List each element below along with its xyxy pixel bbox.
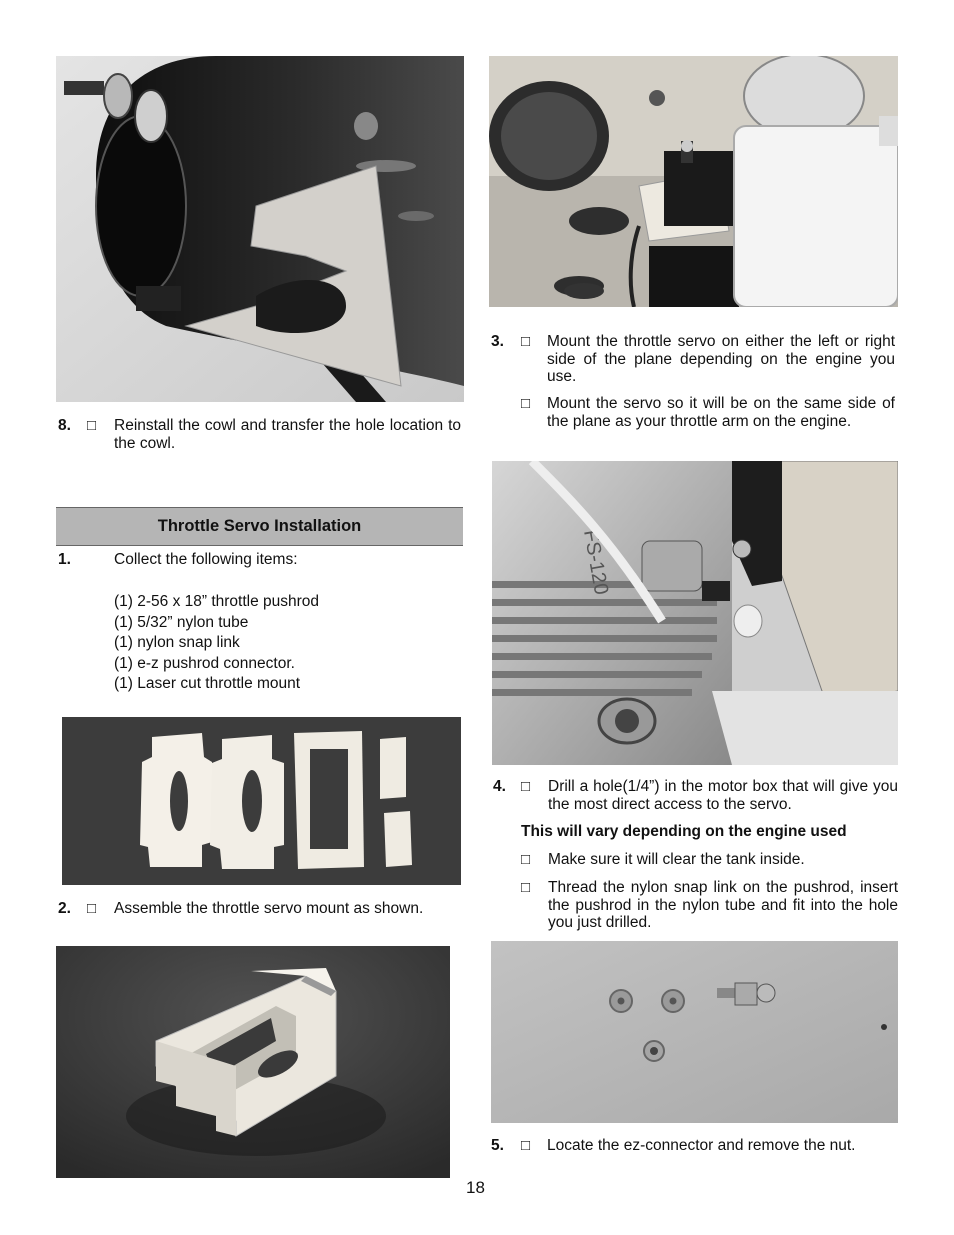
step-4-number: 4. <box>493 778 506 795</box>
step-2-text: Assemble the throttle servo mount as shown. <box>114 900 424 917</box>
step-4-note: This will vary depending on the engine used <box>521 823 847 840</box>
step-4b-checkbox[interactable]: □ <box>521 851 531 868</box>
step-8-number: 8. <box>58 417 71 434</box>
step-5-checkbox[interactable]: □ <box>521 1137 531 1154</box>
step-1-text: Collect the following items: <box>114 551 298 568</box>
step-8-checkbox[interactable]: □ <box>87 417 97 434</box>
list-item: (1) 2-56 x 18” throttle pushrod <box>114 593 320 610</box>
list-item: (1) e-z pushrod connector. <box>114 654 295 672</box>
step-3-number: 3. <box>491 333 504 350</box>
step-5-text: Locate the ez-connector and remove the nut. <box>547 1137 856 1154</box>
engine-photo <box>492 461 898 765</box>
page-number: 18 <box>466 1178 485 1197</box>
step-2-number: 2. <box>58 900 71 917</box>
step-3-text: Mount the throttle servo on either the left or right side of the plane depending on the engine you use. <box>547 333 895 385</box>
assembled-mount-photo <box>56 946 450 1178</box>
laser-cut-parts-photo <box>62 717 461 885</box>
step-4b-text: Make sure it will clear the tank inside. <box>548 851 805 868</box>
list-item: (1) nylon snap link <box>114 634 240 652</box>
step-4-checkbox[interactable]: □ <box>521 778 531 795</box>
step-4-text: Drill a hole(1/4”) in the motor box that will give you the most direct access to the servo. <box>548 778 898 813</box>
step-2-checkbox[interactable]: □ <box>87 900 97 917</box>
step-3-checkbox[interactable]: □ <box>521 333 531 350</box>
step-5-number: 5. <box>491 1137 504 1154</box>
step-3b-checkbox[interactable]: □ <box>521 395 531 412</box>
section-header: Throttle Servo Installation <box>56 507 463 546</box>
step-4c-checkbox[interactable]: □ <box>521 879 531 896</box>
list-item: (1) Laser cut throttle mount <box>114 675 301 693</box>
ez-connector-photo <box>491 941 898 1123</box>
step-8-text: Reinstall the cowl and transfer the hole location to the cowl. <box>114 417 461 452</box>
step-3b-text: Mount the servo so it will be on the same side of the plane as your throttle arm on the engine. <box>547 395 895 430</box>
servo-installed-photo <box>489 56 898 307</box>
engine-model-label: FS-120 <box>579 528 613 597</box>
list-item: (1) 5/32” nylon tube <box>114 613 249 631</box>
items-list <box>114 592 319 695</box>
cowl-photo <box>56 56 464 402</box>
step-1-number: 1. <box>58 551 71 568</box>
step-4c-text: Thread the nylon snap link on the pushrod, insert the pushrod in the nylon tube and fit into the hole you just drilled. <box>548 879 898 931</box>
